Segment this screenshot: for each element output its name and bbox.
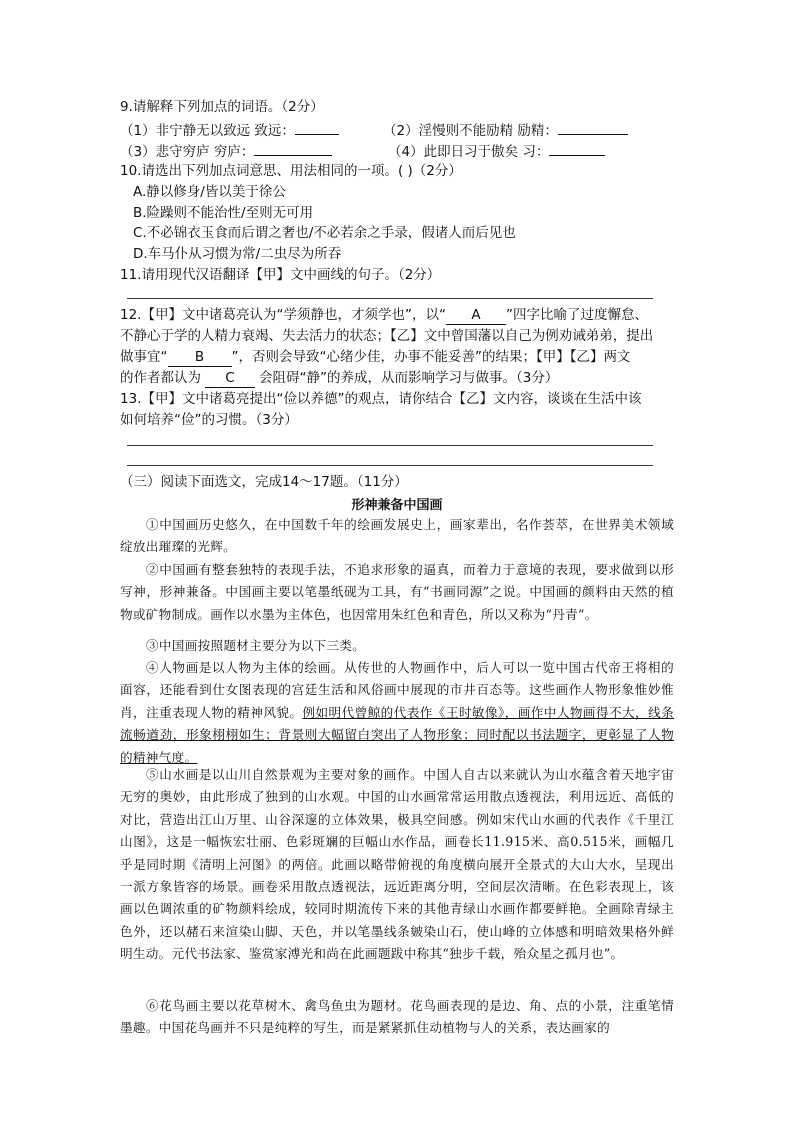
q10-option-c[interactable]: C.不必锦衣玉食而后谓之奢也/不必若余之手录，假诸人而后见也 [133, 225, 516, 241]
article-paragraph-3: ③中国画按照题材主要分为以下三类。 [146, 638, 366, 653]
q12-text-4b: 会阻碍“静”的养成，从而影响学习与做事。（3分） [259, 370, 559, 386]
q9-answer-blank-4[interactable] [549, 141, 605, 156]
q10-option-b[interactable]: B.险躁则不能治性/至则无可用 [133, 205, 314, 221]
article-paragraph-4 [120, 657, 674, 769]
section3-heading: （三）阅读下面选文，完成14～17题。（11分） [120, 474, 408, 490]
article-title: 形神兼备中国画 [351, 498, 443, 513]
q10-option-a[interactable]: A.静以修身/皆以美于徐公 [133, 184, 286, 200]
q12-line-1 [120, 306, 648, 325]
q12-line-3 [120, 348, 630, 367]
q12-text-1b: ”四字比喻了过度懈怠、 [505, 307, 648, 323]
q9-item-4-text: （4）此即日习于傲矣 习： [388, 144, 550, 160]
q9-item-1 [120, 120, 339, 140]
q9-item-2 [383, 120, 628, 140]
q9-item-3-text: （3）悲守穷庐 穷庐： [120, 144, 255, 160]
q9-answer-blank-1[interactable] [295, 120, 339, 135]
q12-text-4a: 的作者都认为 [120, 370, 201, 386]
article-paragraph-5: ⑤山水画是以山川自然景观为主要对象的画作。中国人自古以来就认为山水蕴含着天地宇宙无穷的奥妙，由此形成了独到的山水观。中国的山水画常常运用散点透视法，利用远近、高低的对比，营造出江山万里、山谷深邃的立体效果，极具空间感。例如宋代山水画的代表作《千里江山图》，这是一幅恢宏壮丽、色彩斑斓的巨幅山水作品，画卷长11.915米、高0.515米，画幅几乎是同时期《清明上河图》的两倍。此画以略带俯视的角度横向展开全景式的大山大水，呈现出一派方象皆容的场景。画卷采用散点透视法，远近距离分明，空间层次清晰。在色彩表现上，该画以色调浓重的矿物颜料绘成，较同时期流传下来的其他青绿山水画作都要鲜艳。全画除青绿主色外，还以赭石来渲染山脚、天色，并以笔墨线条皴染山石，使山峰的立体感和明暗效果格外鲜明生动。元代书法家、鉴赏家溥光和尚在此画题跋中称其“独步千载，殆众星之孤月也”。 [120, 767, 674, 962]
q9-item-3 [120, 141, 332, 161]
q9-item-1-text: （1）非宁静无以致远 致远： [120, 123, 295, 139]
q9-answer-blank-2[interactable] [558, 120, 628, 135]
q13-line-2: 如何培养“俭”的习惯。（3分） [120, 412, 298, 428]
q12-text-1a: 12.【甲】文中诸葛亮认为“学须静也，才须学也”，以“ [120, 307, 446, 323]
article-paragraph-4-underlined: 例如明代曾鲸的代表作《王时敏像》，画作中人物画得不大，线条流畅遒劲，形象栩栩如生；背景则大幅留白突出了人物形象；同时配以书法题字，更彰显了人物的精神气度。 [120, 704, 674, 765]
q11-title: 11.请用现代汉语翻译【甲】文中画线的句子。（2分） [120, 267, 441, 283]
q9-item-4 [388, 141, 605, 161]
q13-answer-line-2[interactable] [127, 465, 653, 466]
article-paragraph-6: ⑥花鸟画主要以花草树木、禽鸟鱼虫为题材。花鸟画表现的是边、角、点的小景，注重笔情墨趣。中国花鸟画并不只是纯粹的写生，而是紧紧抓住动植物与人的关系，表达画家的 [120, 998, 674, 1036]
q12-line-4 [120, 369, 558, 388]
q9-title: 9.请解释下列加点的词语。（2分） [120, 99, 324, 115]
article-paragraph-2: ②中国画有整套独特的表现手法，不追求形象的逼真，而着力于意境的表现，要求做到以形写神，形神兼备。中国画主要以笔墨纸砚为工具，有“书画同源”之说。中国画的颜料由天然的植物或矿物制成。画作以水墨为主体色，也因常用朱红色和青色，所以又称为“丹青”。 [120, 562, 674, 622]
q12-blank-c[interactable]: C [205, 369, 255, 388]
q12-text-3a: 做事宜“ [120, 349, 168, 365]
q13-line-1: 13.【甲】文中诸葛亮提出“俭以养德”的观点，请你结合【乙】文内容，谈谈在生活中该 [120, 391, 642, 407]
q12-blank-b[interactable]: B [168, 348, 232, 367]
q12-blank-a[interactable]: A [446, 306, 506, 325]
article-paragraph-4-text: ④人物画是以人物为主体的绘画。从传世的人物画作中，后人可以一览中国古代帝王将相的面容，还能看到仕女图表现的宫廷生活和风俗画中展现的市井百态等。这些画作人物形象惟妙惟肖，注重表现人物的精神风貌。 [120, 660, 674, 720]
q9-item-2-text: （2）淫慢则不能励精 励精： [383, 123, 558, 139]
q10-option-d[interactable]: D.车马仆从习惯为常/二虫尽为所吞 [133, 246, 342, 262]
q9-answer-blank-3[interactable] [254, 141, 332, 156]
q11-answer-line[interactable] [127, 298, 653, 299]
q10-title: 10.请选出下列加点词意思、用法相同的一项。( )（2分） [120, 163, 462, 179]
article-paragraph-1: ①中国画历史悠久，在中国数千年的绘画发展史上，画家辈出，名作荟萃，在世界美术领域绽放出璀璨的光辉。 [120, 517, 674, 555]
q12-line-2: 不静心于学的人精力衰竭、失去活力的状态；【乙】文中曾国藩以自己为例劝诫弟弟，提出 [120, 328, 654, 344]
q13-answer-line-1[interactable] [127, 445, 653, 446]
q12-text-3b: ”，否则会导致“心绪少佳，办事不能妥善”的结果；【甲】【乙】两文 [231, 349, 631, 365]
